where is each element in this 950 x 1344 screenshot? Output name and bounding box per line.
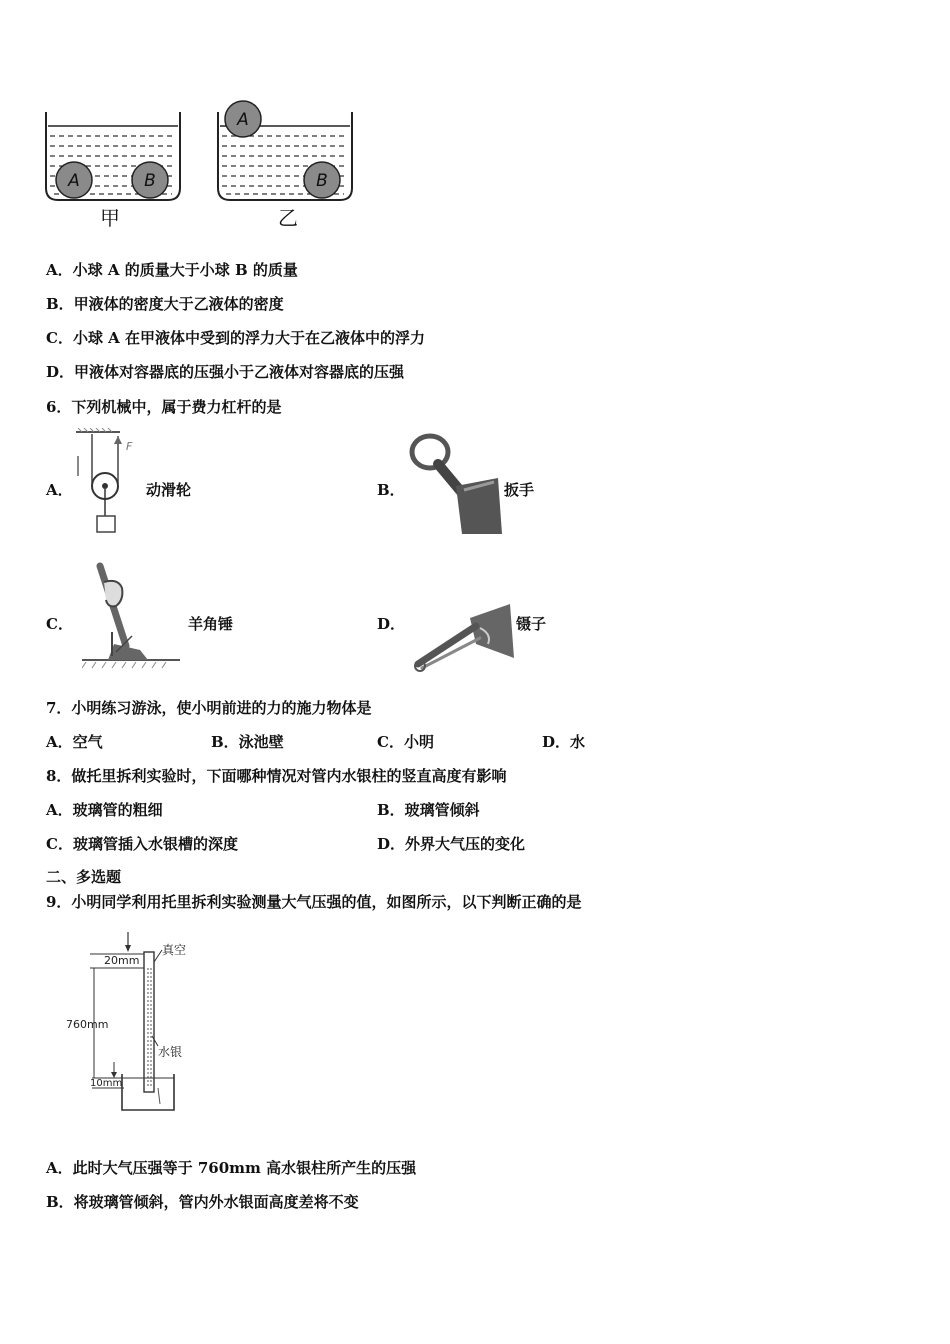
svg-text:B: B [144, 171, 156, 191]
claw-hammer-icon [82, 560, 182, 672]
q5-option-d: D．甲液体对容器底的压强小于乙液体对容器底的压强 [46, 363, 405, 381]
q7-option-b: B．泳池壁 [211, 733, 284, 751]
q5-option-c: C．小球 A 在甲液体中受到的浮力大于在乙液体中的浮力 [46, 329, 426, 347]
q6-option-d-label: 镊子 [516, 615, 547, 633]
label-10mm: 10mm [90, 1078, 123, 1089]
q6-option-a-letter: A． [46, 481, 73, 499]
q6-option-c-letter: C． [46, 615, 73, 633]
label-yi: 乙 [278, 206, 298, 230]
q8-stem: 8．做托里拆利实验时，下面哪种情况对管内水银柱的竖直高度有影响 [46, 767, 507, 785]
q6-stem: 6．下列机械中，属于费力杠杆的是 [46, 398, 282, 416]
q7-option-d: D．水 [542, 733, 586, 751]
q9-option-b: B．将玻璃管倾斜，管内外水银面高度差将不变 [46, 1193, 359, 1211]
beaker-jia [46, 112, 180, 230]
q5-option-b: B．甲液体的密度大于乙液体的密度 [46, 295, 284, 313]
label-jia: 甲 [100, 206, 120, 230]
svg-text:A: A [68, 171, 80, 191]
q6-option-d-letter: D． [377, 615, 406, 633]
q8-option-d: D．外界大气压的变化 [377, 835, 526, 853]
q6-option-b-label: 扳手 [504, 481, 535, 499]
label-760mm: 760mm [66, 1018, 109, 1031]
pulley-icon [70, 428, 146, 538]
q5-option-a: A．小球 A 的质量大于小球 B 的质量 [46, 261, 298, 279]
wrench-icon [404, 430, 504, 538]
q6-option-c-label: 羊角锤 [188, 615, 234, 633]
q6-option-b-letter: B． [377, 481, 405, 499]
svg-text:F: F [126, 440, 133, 453]
q8-option-b: B．玻璃管倾斜 [377, 801, 480, 819]
q9-option-a: A．此时大气压强等于 760mm 高水银柱所产生的压强 [46, 1159, 417, 1177]
beaker-yi [218, 101, 352, 230]
label-mercury: 水银 [158, 1045, 183, 1059]
beakers-figure [40, 98, 360, 233]
tweezers-icon [410, 598, 518, 674]
q8-option-c: C．玻璃管插入水银槽的深度 [46, 835, 238, 853]
q8-option-a: A．玻璃管的粗细 [46, 801, 163, 819]
torricelli-figure [60, 928, 220, 1120]
q9-stem: 9．小明同学利用托里拆利实验测量大气压强的值，如图所示，以下判断正确的是 [46, 893, 582, 911]
label-vacuum: 真空 [162, 943, 187, 957]
label-20mm: 20mm [104, 954, 140, 967]
svg-text:B: B [316, 171, 328, 191]
section-heading: 二、多选题 [46, 868, 122, 886]
q7-option-a: A．空气 [46, 733, 103, 751]
q7-option-c: C．小明 [377, 733, 434, 751]
q6-option-a-label: 动滑轮 [146, 481, 192, 499]
svg-text:A: A [237, 110, 249, 130]
q7-stem: 7．小明练习游泳，使小明前进的力的施力物体是 [46, 699, 372, 717]
